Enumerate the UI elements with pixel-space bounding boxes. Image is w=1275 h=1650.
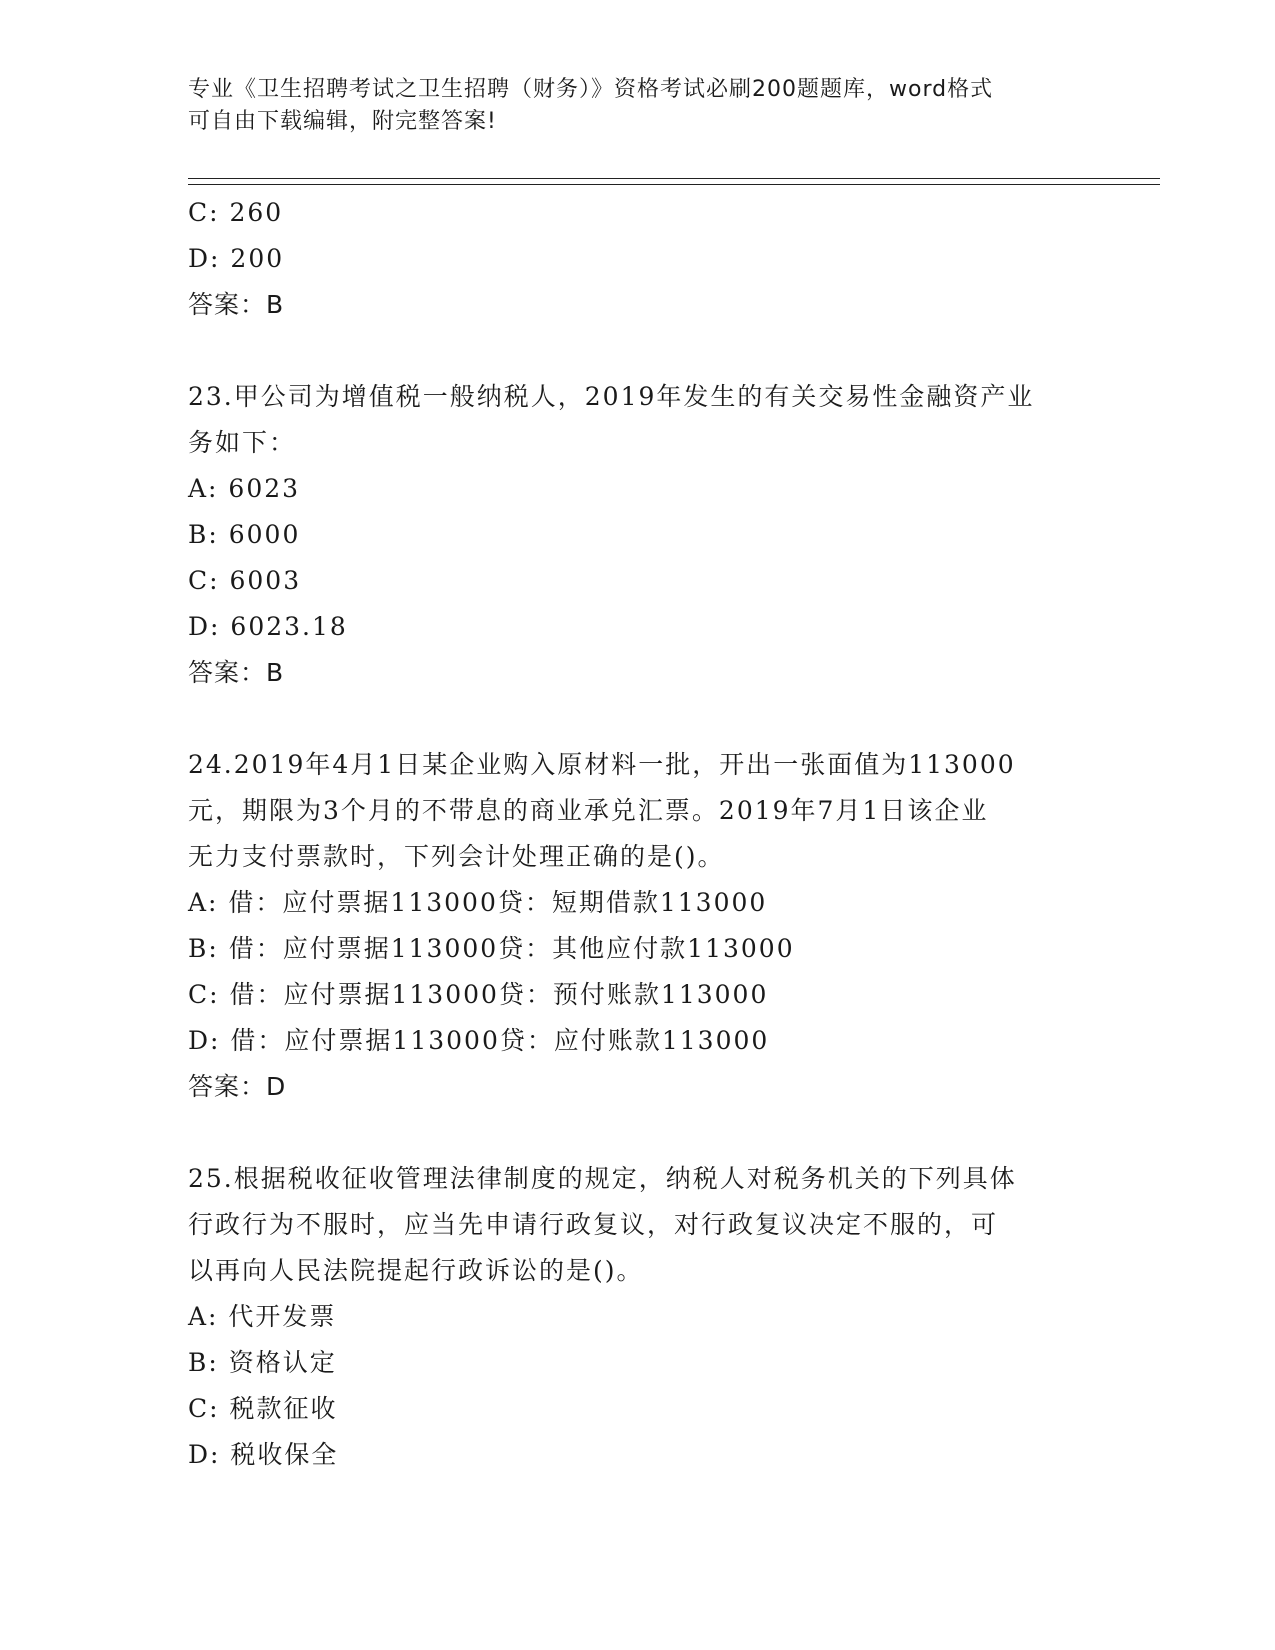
- spacer: [188, 1110, 1088, 1156]
- q25-stem-line-2: 行政行为不服时，应当先申请行政复议，对行政复议决定不服的，可: [188, 1210, 999, 1239]
- q25-option-d: D: 税收保全: [188, 1440, 339, 1469]
- q23-option-b: B: 6000: [188, 520, 301, 549]
- q24-stem-line-1: 24.2019年4月1日某企业购入原材料一批，开出一张面值为113000: [188, 750, 1016, 779]
- question-25: [188, 1156, 1088, 1478]
- q22-answer: 答案：B: [188, 290, 285, 319]
- q24-answer: 答案：D: [188, 1072, 287, 1101]
- spacer: [188, 696, 1088, 742]
- header-rule-top: [188, 178, 1160, 179]
- q23-stem-line-2: 务如下：: [188, 428, 297, 457]
- q25-option-c: C: 税款征收: [188, 1394, 338, 1423]
- spacer: [188, 328, 1088, 374]
- header-rule-bottom: [188, 184, 1160, 185]
- q24-option-b: B: 借：应付票据113000贷：其他应付款113000: [188, 934, 795, 963]
- q23-answer: 答案：B: [188, 658, 285, 687]
- document-header: [188, 74, 1088, 138]
- question-23: [188, 374, 1088, 696]
- q24-option-d: D: 借：应付票据113000贷：应付账款113000: [188, 1026, 770, 1055]
- question-22-tail: [188, 190, 1088, 328]
- q23-option-c: C: 6003: [188, 566, 302, 595]
- q23-stem-line-1: 23.甲公司为增值税一般纳税人，2019年发生的有关交易性金融资产业: [188, 382, 1035, 411]
- q23-option-d: D: 6023.18: [188, 612, 348, 641]
- q24-option-a: A: 借：应付票据113000贷：短期借款113000: [188, 888, 768, 917]
- q22-option-d: D: 200: [188, 244, 285, 273]
- q24-stem-line-2: 元，期限为3个月的不带息的商业承兑汇票。2019年7月1日该企业: [188, 796, 989, 825]
- document-body: [188, 190, 1088, 1478]
- question-24: [188, 742, 1088, 1110]
- q25-option-a: A: 代开发票: [188, 1302, 337, 1331]
- header-line-2: 可自由下载编辑，附完整答案!: [188, 109, 497, 134]
- q25-stem-line-1: 25.根据税收征收管理法律制度的规定，纳税人对税务机关的下列具体: [188, 1164, 1017, 1193]
- header-line-1: 专业《卫生招聘考试之卫生招聘（财务）》资格考试必刷200题题库，word格式: [188, 77, 994, 102]
- q24-option-c: C: 借：应付票据113000贷：预付账款113000: [188, 980, 769, 1009]
- q24-stem-line-3: 无力支付票款时，下列会计处理正确的是()。: [188, 842, 725, 871]
- q25-option-b: B: 资格认定: [188, 1348, 337, 1377]
- q25-stem-line-3: 以再向人民法院提起行政诉讼的是()。: [188, 1256, 644, 1285]
- q22-option-c: C: 260: [188, 198, 284, 227]
- q23-option-a: A: 6023: [188, 474, 301, 503]
